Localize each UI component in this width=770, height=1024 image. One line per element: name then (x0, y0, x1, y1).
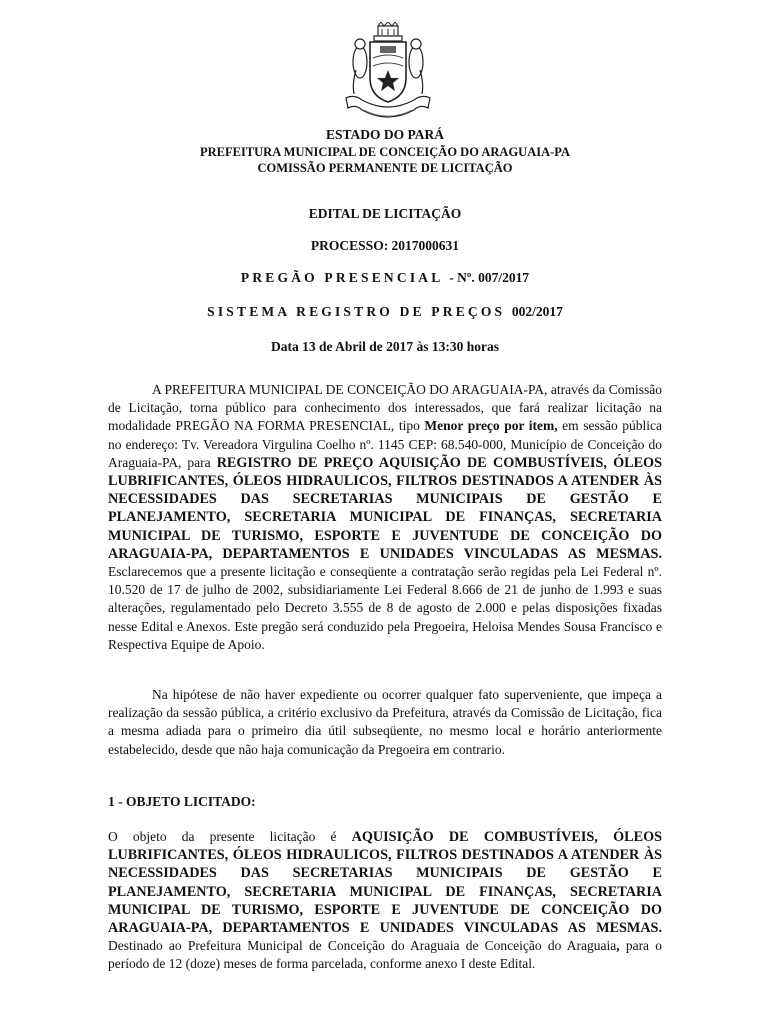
pregao-number: - Nº. 007/2017 (449, 270, 530, 285)
intro-text-2: em sessão pública no endereço: Tv. Vereadora Virgulina Coelho nº. 1145 CEP: 68.540-000, Município de Conceição do Araguaia-PA, para (108, 418, 662, 470)
objeto-text-2: Destinado ao Prefeitura Municipal de Conceição do Araguaia de Conceição do Araguaia (108, 938, 617, 954)
objeto-text-3: para o período de 12 (doze) meses de forma parcelada, conforme anexo I deste Edital. (108, 938, 662, 972)
intro-paragraph (108, 381, 662, 654)
objeto-bold-comma: , (616, 938, 620, 954)
intro-text-1: A PREFEITURA MUNICIPAL DE CONCEIÇÃO DO ARAGUAIA-PA, através da Comissão de Licitação, torna público para conhecimento dos interessados, que fará realizar licitação na modalidade PREGÃO NA FORMA PRESENCIAL, tipo (108, 382, 662, 434)
objeto-bold: AQUISIÇÃO DE COMBUSTÍVEIS, ÓLEOS LUBRIFICANTES, ÓLEOS HIDRAULICOS, FILTROS DESTINADOS A ATENDER ÀS NECESSIDADES DAS SECRETARIAS MUNICIPAIS DE GESTÃO E PLANEJAMENTO, SECRETARIA MUNICIPAL DE FINANÇAS, SECRETARIA MUNICIPAL DE TURISMO, ESPORTE E JUVENTUDE DE CONCEIÇÃO DO ARAGUAIA-PA, DEPARTAMENTOS E UNIDADES VINCULADAS AS MESMAS. (108, 829, 662, 937)
section-heading-objeto: 1 - OBJETO LICITADO: (108, 794, 256, 809)
srp-title (0, 304, 770, 320)
intro-text-3: Esclarecemos que a presente licitação e conseqüente a contratação serão regidas pela Lei Federal nº. 10.520 de 17 de julho de 2002, subsidiariamente Lei Federal 8.666 de 21 de junho de 1.993 e suas alterações, regulamentado pelo Decreto 3.555 de 8 de agosto de 2.000 e pelas disposições fixadas nesse Edital e Anexos. Este pregão será conduzido pela Pregoeira, Heloisa Mendes Sousa Francisco e Respectiva Equipe de Apoio. (108, 564, 662, 652)
coat-of-arms-icon (340, 22, 436, 126)
srp-number: 002/2017 (511, 304, 563, 319)
pregao-title (0, 270, 770, 286)
postponement-paragraph: Na hipótese de não haver expediente ou ocorrer qualquer fato superveniente, que impeça a realização da sessão pública, a critério exclusivo da Prefeitura, através da Comissão de Licitação, fica a mesma adiada para o primeiro dia útil subseqüente, no mesmo local e horário anteriormente estabelecido, desde que não haja comunicação da Pregoeira em contrario. (108, 687, 662, 757)
intro-bold-type: Menor preço por item, (424, 418, 558, 434)
edital-title: EDITAL DE LICITAÇÃO (308, 206, 462, 221)
state-name: ESTADO DO PARÁ (325, 127, 444, 142)
session-date: Data 13 de Abril de 2017 às 13:30 horas (270, 339, 499, 354)
objeto-text-1: O objeto da presente licitação é (108, 829, 352, 844)
pregao-spaced: PREGÃO PRESENCIAL (240, 270, 443, 285)
srp-spaced: SISTEMA REGISTRO DE PREÇOS (207, 304, 506, 319)
prefecture-name: PREFEITURA MUNICIPAL DE CONCEIÇÃO DO ARAGUAIA-PA (199, 145, 571, 159)
intro-bold-object: REGISTRO DE PREÇO AQUISIÇÃO DE COMBUSTÍVEIS, ÓLEOS LUBRIFICANTES, ÓLEOS HIDRAULICOS, FILTROS DESTINADOS A ATENDER ÀS NECESSIDADES DAS SECRETARIAS MUNICIPAIS DE GESTÃO E PLANEJAMENTO, SECRETARIA MUNICIPAL DE FINANÇAS, SECRETARIA MUNICIPAL DE TURISMO, ESPORTE E JUVENTUDE DE CONCEIÇÃO DO ARAGUAIA-PA, DEPARTAMENTOS E UNIDADES VINCULADAS AS MESMAS. (108, 454, 662, 562)
processo-number: PROCESSO: 2017000631 (310, 238, 460, 253)
commission-name: COMISSÃO PERMANENTE DE LICITAÇÃO (257, 161, 513, 175)
objeto-paragraph (108, 828, 662, 974)
